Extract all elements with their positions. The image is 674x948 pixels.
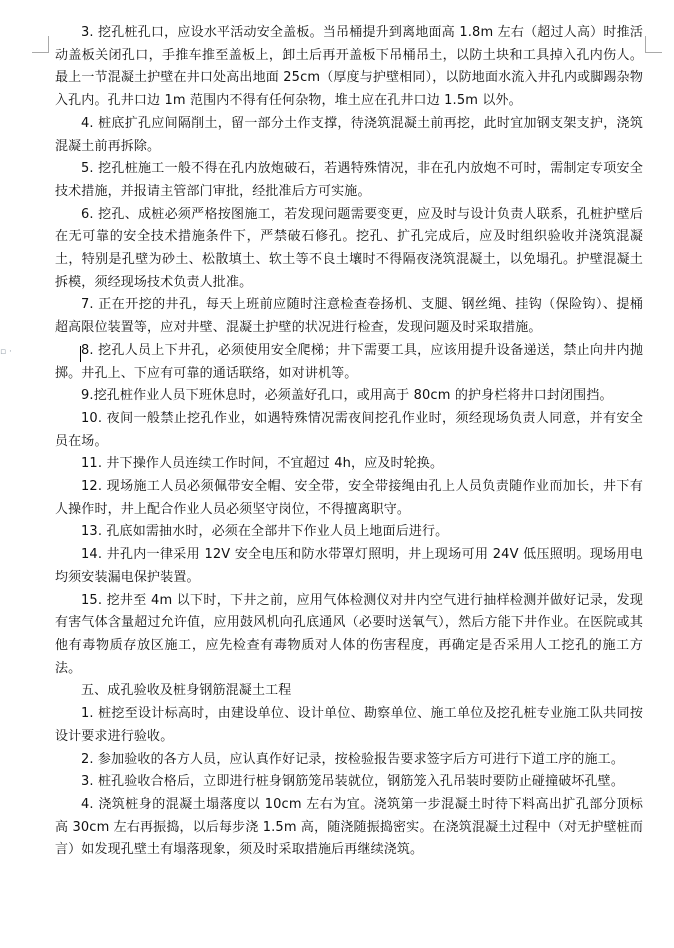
- page-margin-corner-top-left: [32, 36, 49, 53]
- paragraph-item-s4[interactable]: 4. 浇筑桩身的混凝土塌落度以 10cm 左右为宜。浇筑第一步混凝土时待下料高出扩孔部分顶标高 30cm 左右再振捣，以后每步浇 1.5m 高，随浇随振捣密实。在浇筑混凝土过程中（对无护壁桩而言）如发现孔壁土有塌落现象，须及时采取措施后再继续浇筑。: [55, 796, 643, 858]
- paragraph-item-s3[interactable]: 3. 桩孔验收合格后，立即进行桩身钢筋笼吊装就位，钢筋笼入孔吊装时要防止碰撞破坏孔壁。: [81, 774, 624, 790]
- paragraph-item-12[interactable]: 12. 现场施工人员必须佩带安全帽、安全带，安全带接绳由孔上人员负责随作业而加长，井下有人操作时，井上配合作业人员必须坚守岗位，不得擅离职守。: [55, 479, 643, 517]
- page-margin-corner-top-right: [645, 36, 662, 53]
- paragraph-item-6[interactable]: 6. 挖孔、成桩必须严格按图施工，若发现问题需要变更，应及时与设计负责人联系，孔桩护壁后在无可靠的安全技术措施条件下，严禁破石修孔。挖孔、扩孔完成后，应及时组织验收并浇筑混凝土，特别是孔壁为砂土、松散填土、软土等不良土壤时不得隔夜浇筑混凝土，以免塌孔。护壁混凝土拆模，须经现场技术负责人批准。: [55, 206, 643, 290]
- paragraph-item-11[interactable]: 11. 井下操作人员连续工作时间，不宜超过 4h，应及时轮换。: [81, 456, 444, 472]
- paragraph-item-s2[interactable]: 2. 参加验收的各方人员，应认真作好记录，按检验报告要求签字后方可进行下道工序的施工。: [81, 751, 624, 767]
- paragraph-item-9[interactable]: 9.挖孔桩作业人员下班休息时，必须盖好孔口，或用高于 80cm 的护身栏将井口封闭围挡。: [81, 388, 613, 404]
- paragraph-item-3[interactable]: 3. 挖孔桩孔口，应设水平活动安全盖板。当吊桶提升到离地面高 1.8m 左右（超过人高）时推活动盖板关闭孔口，手推车推至盖板上，卸土后再开盖板下吊桶吊土，以防土块和工具掉入孔内伤人。最上一节混凝土护壁在井口处高出地面 25cm（厚度与护壁相同），以防地面水流入井孔内或脚踢杂物入孔内。孔井口边 1m 范围内不得有任何杂物，堆土应在孔井口边 1.5m 以外。: [55, 25, 643, 109]
- paragraph-item-7[interactable]: 7. 正在开挖的井孔，每天上班前应随时注意检查卷扬机、支腿、钢丝绳、挂钩（保险钩）、提桶超高限位装置等，应对井壁、混凝土护壁的状况进行检查，发现问题及时采取措施。: [55, 297, 643, 336]
- paragraph-item-s1[interactable]: 1. 桩挖至设计标高时，由建设单位、设计单位、勘察单位、施工单位及挖孔桩专业施工队共同按设计要求进行验收。: [55, 706, 643, 744]
- paragraph-item-15[interactable]: 15. 挖井至 4m 以下时，下井之前，应用气体检测仪对井内空气进行抽样检测并做好记录，发现有害气体含量超过允许值，应用鼓风机向孔底通风（必要时送氧气），然后方能下井作业。在医院或其他有毒物质存放区施工，应先检查有毒物质对人体的伤害程度，再确定是否采用人工挖孔的施工方法。: [55, 592, 643, 676]
- paragraph-item-13[interactable]: 13. 孔底如需抽水时，必须在全部井下作业人员上地面后进行。: [81, 524, 449, 540]
- paragraph-item-5[interactable]: 5. 挖孔桩施工一般不得在孔内放炮破石，若遇特殊情况，非在孔内放炮不可时，需制定专项安全技术措施，并报请主管部门审批，经批准后方可实施。: [55, 161, 643, 199]
- paragraph-item-4[interactable]: 4. 桩底扩孔应间隔削土，留一部分土作支撑，待浇筑混凝土前再挖，此时宜加钢支架支护，浇筑混凝土前再拆除。: [55, 115, 643, 154]
- section-heading[interactable]: 五、成孔验收及桩身钢筋混凝土工程: [81, 683, 292, 699]
- paragraph-item-14[interactable]: 14. 井孔内一律采用 12V 安全电压和防水带罩灯照明，井上现场可用 24V 低压照明。现场用电均须安装漏电保护装置。: [55, 547, 643, 585]
- document-body[interactable]: [55, 22, 643, 862]
- paragraph-item-8[interactable]: 8. 挖孔人员上下井孔，必须使用安全爬梯；井下需要工具，应该用提升设备递送，禁止向井内抛掷。井孔上、下应有可靠的通话联络，如对讲机等。: [55, 342, 643, 381]
- paragraph-marker-icon[interactable]: ▫ ·: [0, 347, 12, 357]
- paragraph-item-10[interactable]: 10. 夜间一般禁止挖孔作业，如遇特殊情况需夜间挖孔作业时，须经现场负责人同意，并有安全员在场。: [55, 410, 643, 449]
